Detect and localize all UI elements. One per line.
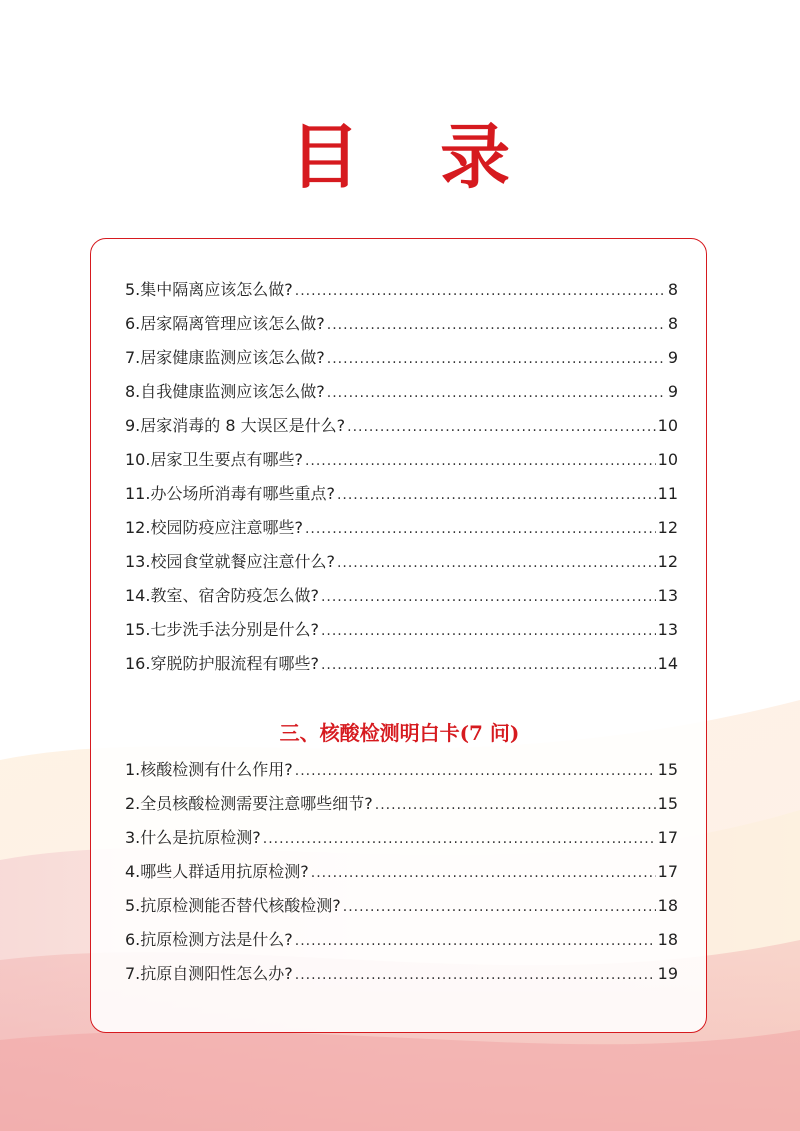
toc-leader-dots (305, 521, 656, 537)
toc-leader-dots (375, 797, 656, 813)
toc-entry[interactable] (125, 447, 678, 475)
toc-entry-page: 13 (657, 620, 678, 639)
page-title: 目 录 (289, 115, 539, 198)
toc-entry-label: 6.居家隔离管理应该怎么做? (125, 314, 325, 333)
toc-entry-page: 17 (657, 828, 678, 847)
toc-entry-label: 9.居家消毒的 8 大误区是什么? (125, 416, 346, 435)
toc-leader-dots (327, 317, 666, 333)
toc-entry-label: 3.什么是抗原检测? (125, 828, 261, 847)
toc-entry[interactable] (125, 825, 678, 853)
toc-entry[interactable] (125, 893, 678, 921)
toc-entry-label: 15.七步洗手法分别是什么? (125, 620, 319, 639)
toc-entry[interactable] (125, 617, 678, 645)
toc-entry-label: 5.抗原检测能否替代核酸检测? (125, 896, 341, 915)
toc-leader-dots (343, 899, 656, 915)
toc-entry-label: 4.哪些人群适用抗原检测? (125, 862, 309, 881)
toc-leader-dots (305, 453, 656, 469)
toc-leader-dots (327, 351, 666, 367)
toc-entry[interactable] (125, 791, 678, 819)
toc-entry-label: 14.教室、宿舍防疫怎么做? (125, 586, 319, 605)
toc-leader-dots (311, 865, 656, 881)
toc-entry-page: 12 (657, 518, 678, 537)
toc-entry-label: 7.抗原自测阳性怎么办? (125, 964, 293, 983)
toc-entry-label: 12.校园防疫应注意哪些? (125, 518, 303, 537)
toc-entry-page: 10 (657, 416, 678, 435)
toc-entry-label: 7.居家健康监测应该怎么做? (125, 348, 325, 367)
toc-entry-page: 8 (667, 314, 678, 333)
toc-entry-label: 8.自我健康监测应该怎么做? (125, 382, 325, 401)
toc-entry-page: 14 (657, 654, 678, 673)
toc-entry-page: 9 (667, 348, 678, 367)
toc-entry-label: 5.集中隔离应该怎么做? (125, 280, 293, 299)
toc-entry[interactable] (125, 927, 678, 955)
toc-entry[interactable] (125, 859, 678, 887)
toc-entry[interactable] (125, 583, 678, 611)
toc-entry-label: 2.全员核酸检测需要注意哪些细节? (125, 794, 373, 813)
toc-entry-page: 18 (657, 896, 678, 915)
toc-entry-page: 13 (657, 586, 678, 605)
toc-entry-page: 17 (657, 862, 678, 881)
toc-leader-dots (321, 623, 656, 639)
section-heading: 三、核酸检测明白卡(7 问) (279, 721, 520, 745)
toc-entry-page: 18 (657, 930, 678, 949)
toc-entry-page: 9 (667, 382, 678, 401)
toc-entry[interactable] (125, 311, 678, 339)
toc-entry-label: 13.校园食堂就餐应注意什么? (125, 552, 335, 571)
toc-entry-page: 15 (657, 794, 678, 813)
toc-leader-dots (295, 283, 666, 299)
toc-leader-dots (337, 555, 656, 571)
toc-entry[interactable] (125, 379, 678, 407)
toc-entry-page: 15 (657, 760, 678, 779)
toc-entry[interactable] (125, 277, 678, 305)
toc-leader-dots (321, 589, 656, 605)
toc-entry[interactable] (125, 549, 678, 577)
toc-entry[interactable] (125, 481, 678, 509)
toc-entry[interactable] (125, 757, 678, 785)
toc-leader-dots (337, 487, 656, 503)
toc-entry-label: 6.抗原检测方法是什么? (125, 930, 293, 949)
toc-leader-dots (295, 763, 656, 779)
toc-entry[interactable] (125, 651, 678, 679)
toc-leader-dots (327, 385, 666, 401)
toc-entry[interactable] (125, 961, 678, 989)
toc-entry[interactable] (125, 413, 678, 441)
toc-entry-page: 11 (657, 484, 678, 503)
toc-box (90, 238, 707, 1033)
toc-entry-label: 1.核酸检测有什么作用? (125, 760, 293, 779)
toc-leader-dots (295, 933, 656, 949)
toc-leader-dots (321, 657, 656, 673)
toc-entry-page: 8 (667, 280, 678, 299)
toc-entry[interactable] (125, 515, 678, 543)
toc-entry[interactable] (125, 345, 678, 373)
toc-leader-dots (263, 831, 656, 847)
toc-entry-label: 16.穿脱防护服流程有哪些? (125, 654, 319, 673)
toc-entry-page: 19 (657, 964, 678, 983)
toc-entry-label: 11.办公场所消毒有哪些重点? (125, 484, 335, 503)
toc-entry-page: 10 (657, 450, 678, 469)
toc-entry-page: 12 (657, 552, 678, 571)
toc-leader-dots (295, 967, 656, 983)
toc-leader-dots (347, 419, 656, 435)
toc-entry-label: 10.居家卫生要点有哪些? (125, 450, 303, 469)
